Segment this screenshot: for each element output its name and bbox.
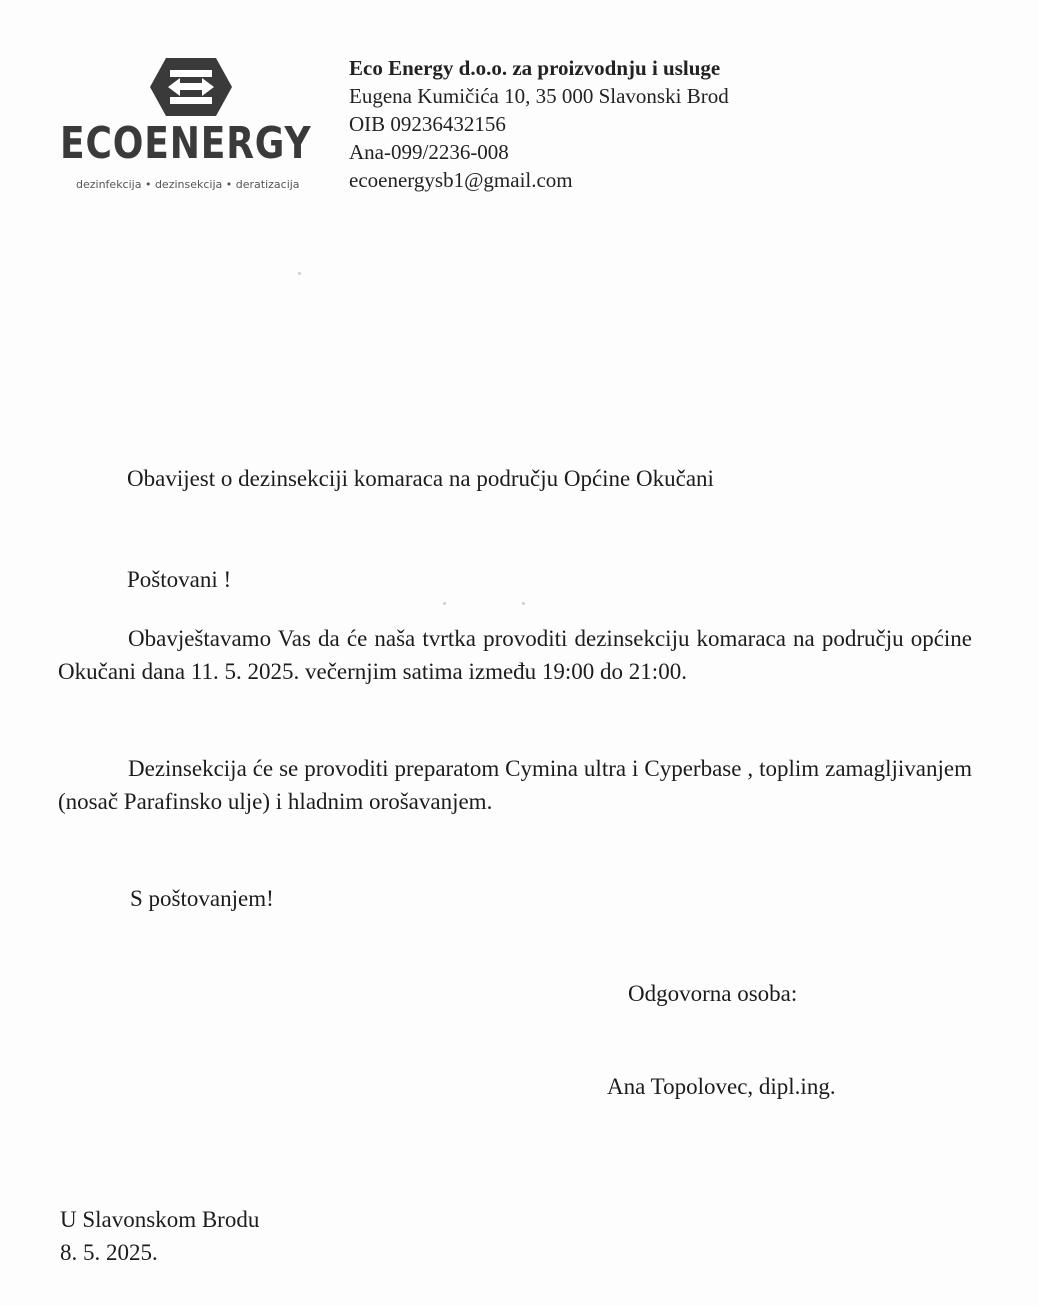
scan-speck bbox=[522, 602, 525, 605]
ecoenergy-logo-icon bbox=[148, 56, 234, 118]
company-oib: OIB 09236432156 bbox=[349, 112, 506, 136]
letter-paragraph-1: Obavještavamo Vas da će naša tvrtka provoditi dezinsekciju komaraca na području općine Okučani dana 11. 5. 2025. večernjim satima između 19:00 do 21:00. bbox=[58, 626, 972, 684]
scan-speck bbox=[298, 272, 301, 275]
letter-greeting: Poštovani ! bbox=[127, 567, 232, 592]
letter-place: U Slavonskom Brodu bbox=[60, 1207, 260, 1232]
company-email: ecoenergysb1@gmail.com bbox=[349, 168, 573, 192]
letter-paragraph-2: Dezinsekcija će se provoditi preparatom Cymina ultra i Cyperbase , toplim zamagljivanjem (nosač Parafinsko ulje) i hladnim orošavanjem. bbox=[58, 756, 972, 814]
company-phone: Ana-099/2236-008 bbox=[349, 140, 509, 164]
signature-role: Odgovorna osoba: bbox=[628, 981, 798, 1006]
company-header bbox=[349, 54, 729, 194]
logo-wordmark: ECOENERGY bbox=[60, 118, 312, 169]
signature-name: Ana Topolovec, dipl.ing. bbox=[607, 1074, 836, 1099]
company-address: Eugena Kumičića 10, 35 000 Slavonski Brod bbox=[349, 84, 729, 108]
scan-speck bbox=[443, 602, 446, 605]
logo-tagline: dezinfekcija • dezinsekcija • deratizacija bbox=[76, 178, 300, 191]
letter-closing: S poštovanjem! bbox=[130, 886, 274, 911]
company-name: Eco Energy d.o.o. za proizvodnju i usluge bbox=[349, 56, 721, 80]
letter-date: 8. 5. 2025. bbox=[60, 1240, 158, 1265]
company-logo bbox=[56, 52, 336, 202]
letter-subject: Obavijest o dezinsekciji komaraca na području Općine Okučani bbox=[127, 466, 714, 491]
